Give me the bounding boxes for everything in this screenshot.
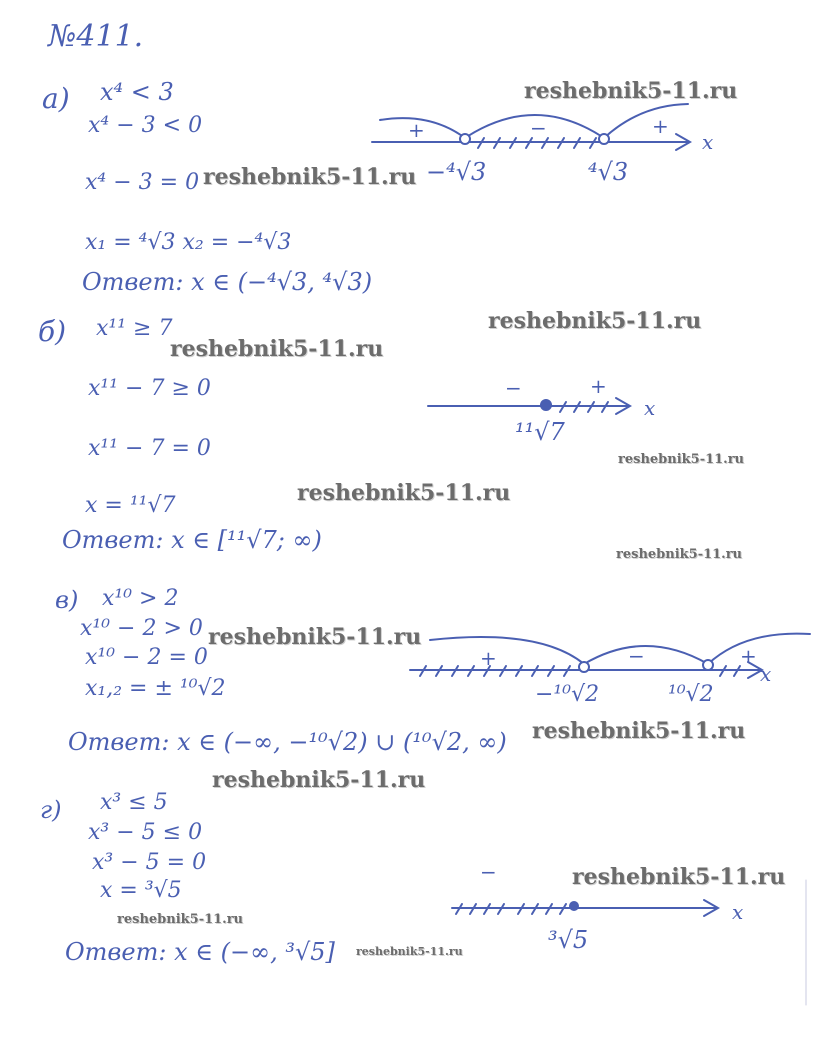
part-g-point-label: ³√5	[548, 926, 589, 954]
part-b-point-label: ¹¹√7	[515, 418, 565, 446]
part-v-number-line	[410, 634, 810, 678]
part-g-sign-left: −	[480, 860, 497, 884]
part-b-sign-left: −	[505, 376, 522, 400]
part-g-step1: x³ − 5 ≤ 0	[88, 820, 203, 845]
watermark: reshebnik5-11.ru	[524, 78, 738, 104]
part-g-root: x = ³√5	[100, 878, 182, 903]
part-g-number-line	[452, 900, 718, 916]
watermark: reshebnik5-11.ru	[572, 864, 786, 890]
part-v-point-left-label: −¹⁰√2	[535, 682, 600, 707]
part-a-axis-label: x	[702, 130, 714, 154]
watermark: reshebnik5-11.ru	[618, 452, 745, 467]
part-g-label: г)	[40, 796, 62, 824]
part-v-roots: x₁,₂ = ± ¹⁰√2	[85, 676, 226, 701]
part-a-step1: x⁴ − 3 < 0	[88, 113, 203, 138]
watermark: reshebnik5-11.ru	[117, 912, 244, 927]
part-v-label: в)	[55, 586, 79, 614]
part-a-open-point-right	[599, 134, 609, 144]
part-a-sign-mid: −	[530, 116, 547, 140]
problem-number: №411.	[48, 19, 144, 54]
part-v-step1: x¹⁰ − 2 > 0	[80, 616, 203, 641]
watermark: reshebnik5-11.ru	[356, 945, 463, 958]
watermark: reshebnik5-11.ru	[203, 164, 417, 190]
part-a-point-left-label: −⁴√3	[426, 158, 487, 186]
part-g-axis-label: x	[732, 900, 744, 924]
watermark: reshebnik5-11.ru	[208, 624, 422, 650]
part-a-inequality: x⁴ < 3	[100, 78, 174, 106]
part-v-sign-right: +	[740, 644, 757, 668]
watermark: reshebnik5-11.ru	[616, 547, 743, 562]
part-b-axis-label: x	[644, 396, 656, 420]
part-g-step2: x³ − 5 = 0	[92, 850, 207, 875]
part-b-step2: x¹¹ − 7 = 0	[88, 436, 211, 461]
part-v-answer: Ответ: x ∈ (−∞, −¹⁰√2) ∪ (¹⁰√2, ∞)	[68, 728, 507, 756]
part-v-sign-mid: −	[628, 644, 645, 668]
part-a-point-right-label: ⁴√3	[588, 158, 629, 186]
part-a-open-point-left	[460, 134, 470, 144]
watermark: reshebnik5-11.ru	[532, 718, 746, 744]
watermark: reshebnik5-11.ru	[297, 480, 511, 506]
part-b-closed-point	[541, 400, 551, 410]
part-a-number-line	[372, 104, 690, 150]
watermark: reshebnik5-11.ru	[488, 308, 702, 334]
part-b-label: б)	[38, 315, 67, 348]
watermark: reshebnik5-11.ru	[212, 767, 426, 793]
watermark: reshebnik5-11.ru	[170, 336, 384, 362]
part-a-sign-right: +	[652, 114, 669, 138]
part-b-answer: Ответ: x ∈ [¹¹√7; ∞)	[62, 526, 322, 554]
part-v-open-point-left	[579, 662, 589, 672]
part-v-open-point-right	[703, 660, 713, 670]
part-v-axis-label: x	[760, 662, 772, 686]
part-g-answer: Ответ: x ∈ (−∞, ³√5]	[65, 938, 335, 966]
part-a-sign-left: +	[408, 118, 425, 142]
part-b-number-line	[428, 398, 630, 414]
part-a-step2: x⁴ − 3 = 0	[85, 170, 200, 195]
part-g-closed-point	[570, 902, 578, 910]
part-b-inequality: x¹¹ ≥ 7	[96, 316, 173, 341]
part-v-inequality: x¹⁰ > 2	[102, 586, 179, 611]
part-v-point-right-label: ¹⁰√2	[668, 682, 714, 707]
part-v-sign-left: +	[480, 646, 497, 670]
part-b-sign-right: +	[590, 374, 607, 398]
part-a-label: а)	[42, 82, 70, 115]
part-v-step2: x¹⁰ − 2 = 0	[85, 645, 208, 670]
part-a-roots: x₁ = ⁴√3 x₂ = −⁴√3	[85, 230, 292, 255]
part-g-inequality: x³ ≤ 5	[100, 790, 168, 815]
part-b-step1: x¹¹ − 7 ≥ 0	[88, 376, 211, 401]
part-a-answer: Ответ: x ∈ (−⁴√3, ⁴√3)	[82, 268, 373, 296]
part-b-root: x = ¹¹√7	[85, 493, 176, 518]
